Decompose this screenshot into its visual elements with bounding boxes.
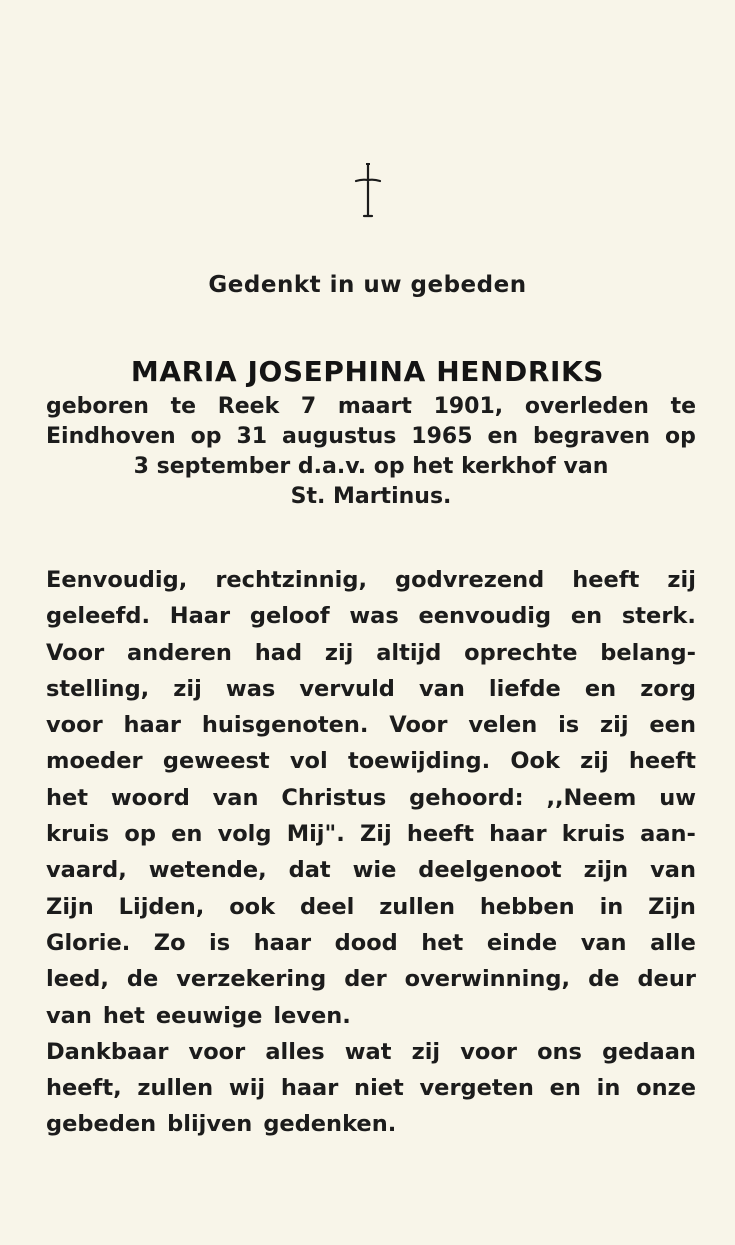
life-word: te	[670, 394, 696, 419]
life-details	[46, 392, 696, 512]
text-word: Lijden,	[118, 893, 205, 920]
life-word: op	[665, 424, 696, 449]
text-word: anderen	[127, 639, 232, 666]
text-word: Zijn	[46, 893, 94, 920]
text-word: alle	[650, 929, 696, 956]
text-word: woord	[110, 784, 190, 811]
text-word: niet	[354, 1075, 404, 1102]
text-word: het	[102, 1002, 145, 1029]
text-word: kruis	[561, 821, 625, 848]
text-word: wie	[352, 857, 397, 884]
text-word: geleefd.	[46, 603, 151, 630]
text-word: heeft	[572, 567, 640, 593]
text-word: het	[421, 929, 464, 956]
text-word: van	[46, 1002, 92, 1029]
text-word: Christus	[281, 784, 387, 811]
text-word: de	[126, 966, 159, 993]
text-word: is	[558, 712, 580, 739]
text-word: zorg	[640, 675, 696, 702]
text-line	[46, 1106, 696, 1142]
text-word: overwinning,	[404, 966, 571, 993]
text-line	[46, 707, 696, 743]
prayer-intro: Gedenkt in uw gebeden	[208, 272, 527, 298]
life-word: geboren	[46, 394, 149, 419]
text-word: ook	[229, 893, 276, 920]
text-word: Voor	[46, 639, 105, 666]
text-word: de	[588, 966, 620, 993]
text-word: liefde	[488, 675, 561, 702]
text-word: vergeten	[419, 1075, 534, 1102]
text-word: in	[599, 893, 624, 920]
life-line-text: St. Martinus.	[290, 484, 452, 509]
text-word: kruis	[46, 821, 110, 848]
text-word: gebeden	[46, 1111, 157, 1138]
text-line	[46, 852, 696, 888]
text-line	[46, 671, 696, 707]
text-word: vaard,	[46, 857, 127, 884]
text-word: in	[596, 1075, 621, 1102]
life-word: begraven	[533, 424, 651, 449]
text-word: Zo	[153, 929, 186, 956]
text-word: ,,Neem	[546, 784, 637, 811]
text-word: haar	[280, 1075, 339, 1102]
life-word: 7	[300, 394, 317, 419]
text-word: oprechte	[464, 639, 578, 666]
text-word: stelling,	[46, 675, 150, 702]
life-line	[46, 422, 696, 452]
text-word: voor	[188, 1038, 246, 1065]
text-word: heeft	[406, 821, 474, 848]
text-word: huisgenoten.	[201, 712, 369, 739]
text-line	[46, 635, 696, 671]
text-word: Zij	[359, 821, 392, 848]
text-line	[46, 961, 696, 997]
text-word: toewijding.	[347, 748, 491, 775]
text-word: blijven	[167, 1111, 253, 1138]
text-word: Voor	[389, 712, 448, 739]
life-word: overleden	[524, 394, 649, 419]
text-word: zij	[411, 1038, 441, 1065]
text-word: van	[650, 857, 696, 884]
text-line	[46, 562, 696, 598]
text-word: zij	[173, 675, 202, 702]
text-line	[46, 743, 696, 779]
life-word: 31	[236, 424, 268, 449]
deceased-name: MARIA JOSEPHINA HENDRIKS	[130, 355, 605, 388]
text-word: en	[549, 1075, 581, 1102]
text-word: altijd	[376, 639, 442, 666]
text-line	[46, 816, 696, 852]
life-line	[46, 392, 696, 422]
text-word: verzekering	[176, 966, 327, 993]
text-word: leed,	[46, 966, 109, 993]
life-word: 1901,	[433, 394, 504, 419]
text-line	[46, 1070, 696, 1106]
text-word: ons	[537, 1038, 582, 1065]
text-word: geweest	[162, 748, 270, 775]
text-word: zij	[600, 712, 629, 739]
life-word: augustus	[282, 424, 397, 449]
text-word: leven.	[273, 1002, 351, 1029]
text-word: haar	[123, 712, 182, 739]
life-word: Reek	[217, 394, 280, 419]
text-word: voor	[46, 712, 103, 739]
text-word: hebben	[479, 893, 575, 920]
text-word: aan-	[640, 821, 696, 848]
life-word: maart	[337, 394, 412, 419]
text-word: Mij".	[286, 821, 345, 848]
text-word: Haar	[169, 603, 231, 630]
text-line	[46, 1034, 696, 1070]
text-line	[46, 998, 696, 1034]
text-word: deelgenoot	[418, 857, 562, 884]
text-word: van	[212, 784, 259, 811]
text-word: wij	[228, 1075, 266, 1102]
life-word: op	[190, 424, 222, 449]
text-word: onze	[636, 1075, 696, 1102]
text-word: rechtzinnig,	[215, 567, 367, 593]
text-word: Eenvoudig,	[46, 567, 188, 593]
text-word: zij	[667, 567, 696, 593]
text-word: dood	[334, 929, 398, 956]
text-word: geloof	[249, 603, 330, 630]
text-word: het	[46, 784, 89, 811]
text-word: dat	[288, 857, 331, 884]
text-line	[46, 780, 696, 816]
life-line-text: 3 september d.a.v. op het kerkhof van	[133, 454, 609, 479]
text-word: Zijn	[648, 893, 696, 920]
text-word: sterk.	[621, 603, 696, 630]
life-word: te	[170, 394, 197, 419]
text-word: vervuld	[299, 675, 395, 702]
text-word: en	[584, 675, 617, 702]
text-word: Glorie.	[46, 929, 131, 956]
text-word: was	[349, 603, 399, 630]
cross-icon	[0, 160, 735, 224]
text-word: is	[209, 929, 231, 956]
text-word: zullen	[137, 1075, 214, 1102]
text-line	[46, 598, 696, 634]
text-word: eenvoudig	[418, 603, 552, 630]
text-line	[46, 889, 696, 925]
text-word: heeft,	[46, 1075, 122, 1102]
life-word: Eindhoven	[46, 424, 176, 449]
text-word: volg	[217, 821, 272, 848]
text-word: godvrezend	[395, 567, 545, 593]
text-word: uw	[659, 784, 696, 811]
text-word: een	[649, 712, 696, 739]
life-word: 1965	[411, 424, 473, 449]
text-word: gehoord:	[409, 784, 524, 811]
text-word: zij	[580, 748, 609, 775]
text-word: wetende,	[148, 857, 267, 884]
life-word: en	[487, 424, 519, 449]
text-word: gedaan	[602, 1038, 696, 1065]
memorial-text	[46, 562, 696, 1143]
text-word: der	[344, 966, 387, 993]
text-word: was	[225, 675, 276, 702]
text-word: belang-	[600, 639, 696, 666]
text-word: op	[124, 821, 156, 848]
life-line	[46, 452, 696, 482]
text-word: heeft	[628, 748, 696, 775]
text-word: had	[254, 639, 303, 666]
text-line	[46, 925, 696, 961]
text-word: vol	[289, 748, 328, 775]
text-word: haar	[253, 929, 312, 956]
text-word: en	[171, 821, 203, 848]
text-word: deel	[299, 893, 355, 920]
text-word: Ook	[510, 748, 560, 775]
text-word: zullen	[379, 893, 456, 920]
text-word: Dankbaar	[46, 1038, 169, 1065]
text-word: eeuwige	[155, 1002, 263, 1029]
text-word: alles	[265, 1038, 325, 1065]
text-word: deur	[637, 966, 696, 993]
text-word: van	[580, 929, 627, 956]
text-word: voor	[460, 1038, 517, 1065]
text-word: en	[570, 603, 603, 630]
text-word: haar	[489, 821, 547, 848]
text-word: gedenken.	[263, 1111, 397, 1138]
text-word: zijn	[583, 857, 629, 884]
text-word: einde	[486, 929, 558, 956]
text-word: wat	[344, 1038, 392, 1065]
life-line	[46, 482, 696, 512]
text-word: moeder	[46, 748, 143, 775]
text-word: van	[418, 675, 465, 702]
text-word: velen	[468, 712, 538, 739]
text-word: zij	[324, 639, 354, 666]
